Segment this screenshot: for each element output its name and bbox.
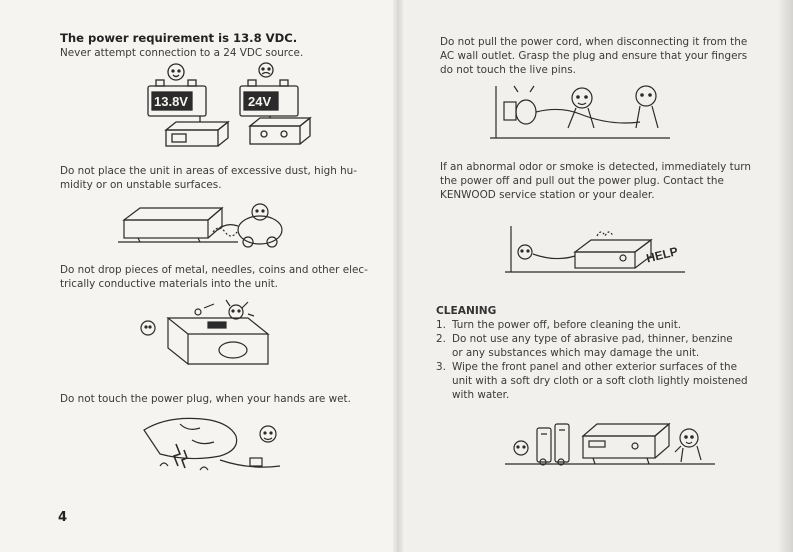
power-warning-text: Never attempt connection to a 24 VDC source. [60, 47, 304, 59]
wet-hand-illustration [140, 410, 290, 482]
page-gutter [393, 0, 403, 552]
metal-warning-line2: trically conductive materials into the unit. [60, 278, 278, 290]
page-number: 4 [58, 510, 68, 525]
dust-warning-line2: midity or on unstable surfaces. [60, 179, 222, 191]
cord-warning-line1: Do not pull the power cord, when disconnecting it from the [440, 36, 748, 48]
cleaning-list [436, 318, 766, 402]
smoke-help-illustration [505, 222, 685, 278]
power-supply-illustration [140, 60, 320, 156]
odor-warning-line3: KENWOOD service station or your dealer. [440, 189, 655, 201]
wet-hands-warning: Do not touch the power plug, when your hands are wet. [60, 393, 351, 405]
metal-objects-illustration [138, 298, 288, 378]
cleaning-illustration [505, 414, 715, 470]
dust-warning-line1: Do not place the unit in areas of excessive dust, high hu- [60, 165, 358, 177]
label-13v: 13.8V [154, 94, 188, 109]
power-requirement-title: The power requirement is 13.8 VDC. [60, 31, 298, 45]
cleaning-item: 2. Do not use any type of abrasive pad, thinner, benzine or any substances which may damage the unit. [436, 333, 733, 359]
help-label: HELP [644, 244, 680, 266]
cleaning-heading: CLEANING [436, 305, 497, 317]
cord-warning-line3: do not touch the live pins. [440, 64, 576, 76]
pull-cord-illustration [490, 82, 670, 146]
odor-warning-line2: the power off and pull out the power plug. Contact the [440, 175, 724, 187]
cord-warning-line2: AC wall outlet. Grasp the plug and ensure that your fingers [440, 50, 748, 62]
cleaning-item: 1. Turn the power off, before cleaning the unit. [436, 319, 682, 331]
metal-warning-line1: Do not drop pieces of metal, needles, coins and other elec- [60, 264, 368, 276]
label-24v: 24V [248, 94, 272, 109]
page-edge-shadow [777, 0, 793, 552]
dust-vacuum-illustration [118, 192, 293, 254]
odor-warning-line1: If an abnormal odor or smoke is detected, immediately turn [440, 161, 751, 173]
cleaning-item: 3. Wipe the front panel and other exterior surfaces of the unit with a soft dry cloth or a soft cloth lightly moistened with water. [436, 361, 748, 401]
